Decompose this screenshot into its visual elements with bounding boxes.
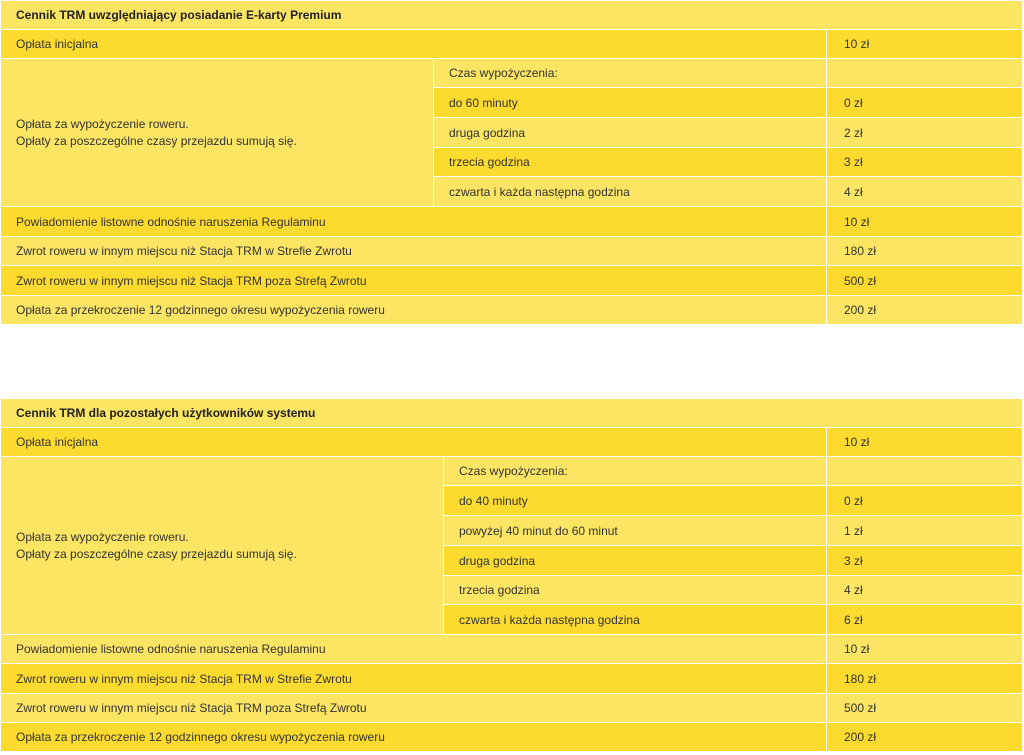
fee-label: Zwrot roweru w innym miejscu niż Stacja TRM w Strefie Zwrotu	[1, 664, 827, 694]
table-row	[1, 59, 1023, 88]
fee-label: Opłata inicjalna	[1, 30, 827, 59]
fee-price: 10 zł	[827, 207, 1023, 237]
tier-label: trzecia godzina	[434, 148, 827, 177]
fee-label: Zwrot roweru w innym miejscu niż Stacja TRM poza Strefą Zwrotu	[1, 266, 827, 296]
fee-price: 180 zł	[827, 237, 1023, 266]
fee-label: Opłata za przekroczenie 12 godzinnego okresu wypożyczenia roweru	[1, 723, 827, 752]
tier-label: druga godzina	[444, 546, 827, 576]
fee-label: Zwrot roweru w innym miejscu niż Stacja TRM w Strefie Zwrotu	[1, 237, 827, 266]
fee-label: Opłata inicjalna	[1, 428, 827, 457]
tier-price: 2 zł	[827, 118, 1023, 148]
rental-time-header: Czas wypożyczenia:	[444, 457, 827, 486]
table-row	[1, 207, 1023, 237]
table-row	[1, 296, 1023, 325]
table-row	[1, 457, 1023, 486]
fee-label: Powiadomienie listowne odnośnie naruszenia Regulaminu	[1, 635, 827, 664]
fee-price: 180 zł	[827, 664, 1023, 694]
table-row	[1, 428, 1023, 457]
fee-price: 500 zł	[827, 266, 1023, 296]
tier-price: 0 zł	[827, 88, 1023, 118]
tier-label: czwarta i każda następna godzina	[434, 177, 827, 207]
rental-time-header: Czas wypożyczenia:	[434, 59, 827, 88]
fee-price: 500 zł	[827, 694, 1023, 723]
tier-price: 1 zł	[827, 516, 1023, 546]
rental-fee-line-1: Opłata za wypożyczenie roweru.	[16, 116, 189, 131]
fee-price: 200 zł	[827, 296, 1023, 325]
table-title-row	[1, 399, 1023, 428]
tier-label: do 60 minuty	[434, 88, 827, 118]
tier-price: 3 zł	[827, 546, 1023, 576]
tier-label: trzecia godzina	[444, 576, 827, 605]
table-row	[1, 723, 1023, 752]
table-row	[1, 266, 1023, 296]
table-row	[1, 30, 1023, 59]
tier-price: 0 zł	[827, 486, 1023, 516]
tier-price: 4 zł	[827, 576, 1023, 605]
tier-price: 4 zł	[827, 177, 1023, 207]
fee-label: Zwrot roweru w innym miejscu niż Stacja TRM poza Strefą Zwrotu	[1, 694, 827, 723]
table-row	[1, 237, 1023, 266]
tier-price: 6 zł	[827, 605, 1023, 635]
rental-fee-line-1: Opłata za wypożyczenie roweru.	[16, 529, 189, 544]
table-row	[1, 694, 1023, 723]
table-title: Cennik TRM uwzględniający posiadanie E-karty Premium	[1, 1, 1023, 30]
premium-pricing-table	[0, 0, 1023, 325]
rental-fee-label	[1, 59, 434, 207]
fee-label: Powiadomienie listowne odnośnie naruszenia Regulaminu	[1, 207, 827, 237]
tier-label: czwarta i każda następna godzina	[444, 605, 827, 635]
rental-time-header-price	[827, 457, 1023, 486]
rental-time-header-price	[827, 59, 1023, 88]
fee-price: 200 zł	[827, 723, 1023, 752]
rental-fee-line-2: Opłaty za poszczególne czasy przejazdu sumują się.	[16, 546, 297, 561]
table-title-row	[1, 1, 1023, 30]
tier-label: druga godzina	[434, 118, 827, 148]
tier-label: powyżej 40 minut do 60 minut	[444, 516, 827, 546]
table-row	[1, 635, 1023, 664]
rental-fee-label	[1, 457, 444, 635]
fee-price: 10 zł	[827, 635, 1023, 664]
tier-label: do 40 minuty	[444, 486, 827, 516]
tier-price: 3 zł	[827, 148, 1023, 177]
standard-pricing-table	[0, 398, 1023, 752]
fee-price: 10 zł	[827, 30, 1023, 59]
fee-label: Opłata za przekroczenie 12 godzinnego okresu wypożyczenia roweru	[1, 296, 827, 325]
rental-fee-line-2: Opłaty za poszczególne czasy przejazdu sumują się.	[16, 133, 297, 148]
fee-price: 10 zł	[827, 428, 1023, 457]
table-title: Cennik TRM dla pozostałych użytkowników systemu	[1, 399, 1023, 428]
table-row	[1, 664, 1023, 694]
